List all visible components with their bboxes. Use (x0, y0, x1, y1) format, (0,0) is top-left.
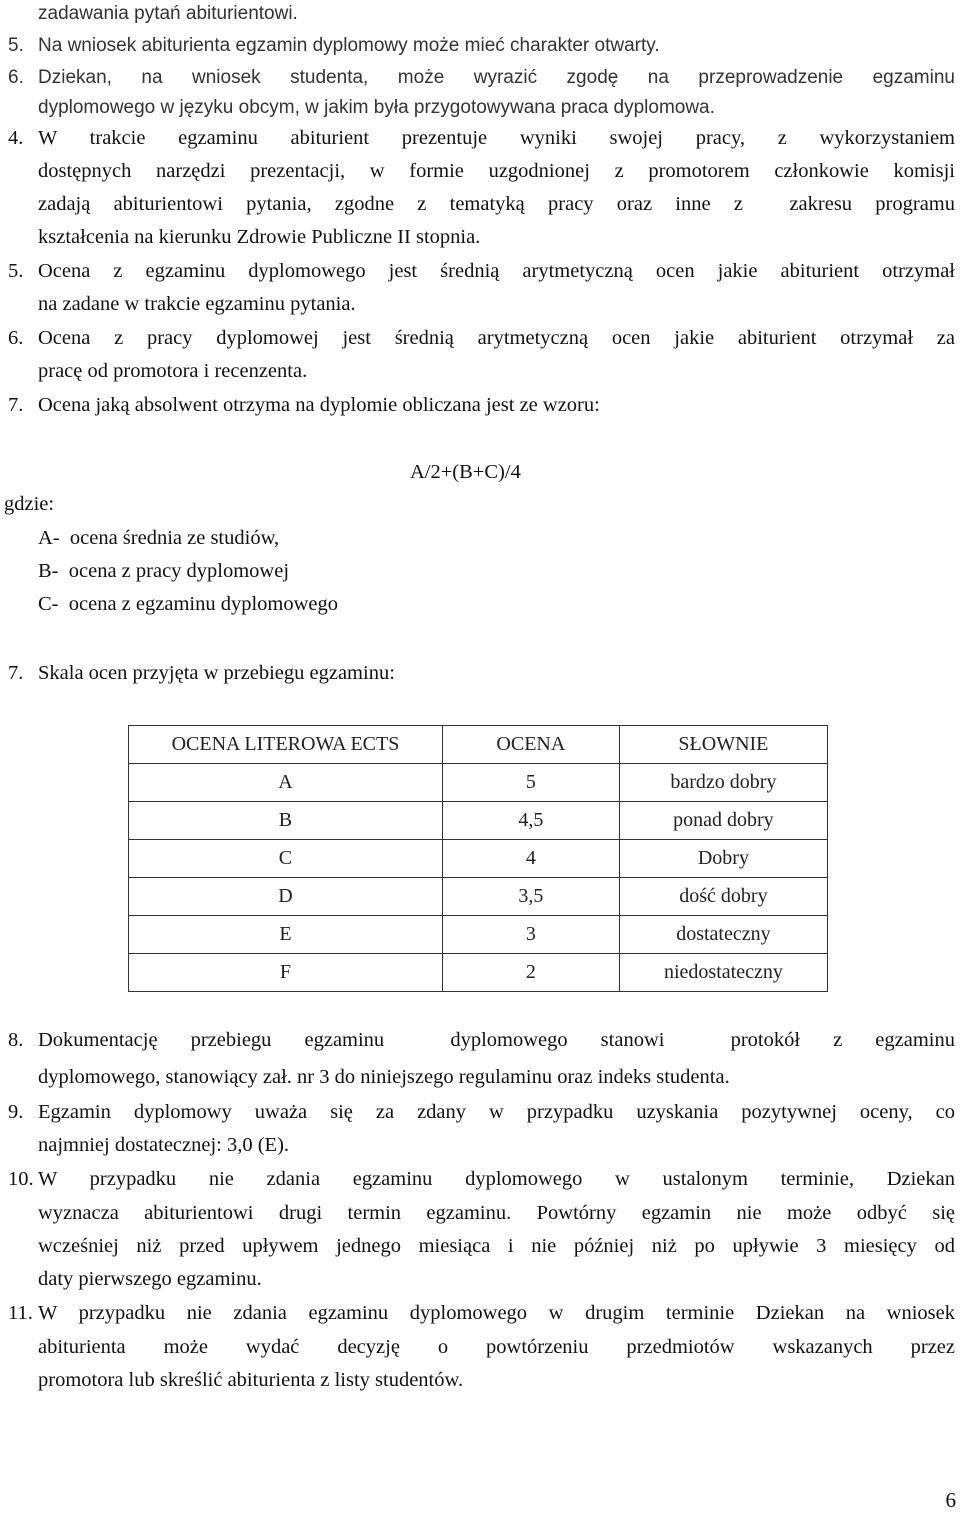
item-7-line-1: Ocena jaką absolwent otrzyma na dyplomie obliczana jest ze wzoru: (38, 394, 600, 416)
item-11-line-2: abiturienta może wydać decyzję o powtórzeniu przedmiotów wskazanych przez (38, 1336, 955, 1358)
formula-where-label: gdzie: (4, 493, 55, 515)
formula-def-b: B- ocena z pracy dyplomowej (38, 560, 290, 582)
item-11-line-1: W przypadku nie zdania egzaminu dyplomowego w drugim terminie Dziekan na wniosek (38, 1302, 955, 1324)
item-9-line-2: najmniej dostatecznej: 3,0 (E). (38, 1134, 290, 1156)
cell-grade: 2 (442, 954, 619, 992)
item-10-line-3: wcześniej niż przed upływem jednego miesiąca i nie później niż po upływie 3 miesięcy od (38, 1235, 955, 1257)
cell-words: ponad dobry (619, 802, 827, 840)
cell-grade: 4 (442, 840, 619, 878)
item-4-line-1: W trakcie egzaminu abiturient prezentuje wyniki swojej pracy, z wykorzystaniem (38, 127, 955, 149)
cell-words: niedostateczny (619, 954, 827, 992)
item-8-line-2: dyplomowego, stanowiący zał. nr 3 do niniejszego regulaminu oraz indeks studenta. (38, 1066, 730, 1088)
header-ects: OCENA LITEROWA ECTS (129, 726, 443, 764)
cell-grade: 4,5 (442, 802, 619, 840)
item-6-number: 6. (8, 67, 24, 88)
table-row (129, 840, 828, 878)
cell-letter: D (129, 878, 443, 916)
table-row (129, 802, 828, 840)
item-5-number: 5. (8, 35, 24, 56)
item-4-line-2: dostępnych narzędzi prezentacji, w formie uzgodnionej z promotorem członkowie komisji (38, 160, 955, 182)
item-6b-line-2: pracę od promotora i recenzenta. (38, 360, 308, 382)
continuation-line: zadawania pytań abiturientowi. (38, 3, 298, 24)
item-11-number: 11. (8, 1302, 33, 1324)
cell-letter: C (129, 840, 443, 878)
cell-words: bardzo dobry (619, 764, 827, 802)
formula-expression: A/2+(B+C)/4 (410, 461, 521, 483)
formula-def-c: C- ocena z egzaminu dyplomowego (38, 593, 339, 615)
item-8-number: 8. (8, 1029, 24, 1051)
table-row (129, 764, 828, 802)
table-row (129, 916, 828, 954)
item-4-line-3: zadają abiturientowi pytania, zgodne z tematyką pracy oraz inne z zakresu programu (38, 193, 955, 215)
item-9-line-1: Egzamin dyplomowy uważa się za zdany w przypadku uzyskania pozytywnej oceny, co (38, 1101, 955, 1123)
item-6-line-1: Dziekan, na wniosek studenta, może wyrazić zgodę na przeprowadzenie egzaminu (38, 67, 955, 88)
item-6b-number: 6. (8, 327, 24, 349)
item-5b-number: 5. (8, 260, 24, 282)
grades-table (128, 725, 828, 992)
cell-letter: B (129, 802, 443, 840)
item-6b-line-1: Ocena z pracy dyplomowej jest średnią arytmetyczną ocen jakie abiturient otrzymał za (38, 327, 955, 349)
cell-letter: E (129, 916, 443, 954)
header-slownie: SŁOWNIE (619, 726, 827, 764)
cell-grade: 3 (442, 916, 619, 954)
item-10-line-4: daty pierwszego egzaminu. (38, 1268, 262, 1290)
item-5b-line-2: na zadane w trakcie egzaminu pytania. (38, 293, 356, 315)
item-7-number: 7. (8, 394, 24, 416)
table-header-row (129, 726, 828, 764)
item-10-line-1: W przypadku nie zdania egzaminu dyplomowego w ustalonym terminie, Dziekan (38, 1168, 955, 1190)
item-4-line-4: kształcenia na kierunku Zdrowie Publiczne II stopnia. (38, 226, 481, 248)
item-9-number: 9. (8, 1101, 24, 1123)
cell-letter: F (129, 954, 443, 992)
item-6-line-2: dyplomowego w języku obcym, w jakim była przygotowywana praca dyplomowa. (38, 97, 715, 118)
item-8-line-1: Dokumentację przebiegu egzaminu dyplomowego stanowi protokół z egzaminu (38, 1029, 955, 1051)
item-10-line-2: wyznacza abiturientowi drugi termin egzaminu. Powtórny egzamin nie może odbyć się (38, 1202, 955, 1224)
cell-words: dostateczny (619, 916, 827, 954)
cell-letter: A (129, 764, 443, 802)
item-5b-line-1: Ocena z egzaminu dyplomowego jest średnią arytmetyczną ocen jakie abiturient otrzymał (38, 260, 955, 282)
formula-def-a: A- ocena średnia ze studiów, (38, 527, 280, 549)
cell-grade: 3,5 (442, 878, 619, 916)
header-ocena: OCENA (442, 726, 619, 764)
cell-words: Dobry (619, 840, 827, 878)
page-number: 6 (945, 1488, 956, 1512)
table-row (129, 954, 828, 992)
item-4-number: 4. (8, 127, 24, 149)
cell-grade: 5 (442, 764, 619, 802)
scale-number: 7. (8, 662, 24, 684)
item-10-number: 10. (8, 1168, 34, 1190)
cell-words: dość dobry (619, 878, 827, 916)
scale-title: Skala ocen przyjęta w przebiegu egzaminu: (38, 662, 395, 684)
table-row (129, 878, 828, 916)
item-11-line-3: promotora lub skreślić abiturienta z listy studentów. (38, 1369, 464, 1391)
item-5-text: Na wniosek abiturienta egzamin dyplomowy może mieć charakter otwarty. (38, 35, 660, 56)
